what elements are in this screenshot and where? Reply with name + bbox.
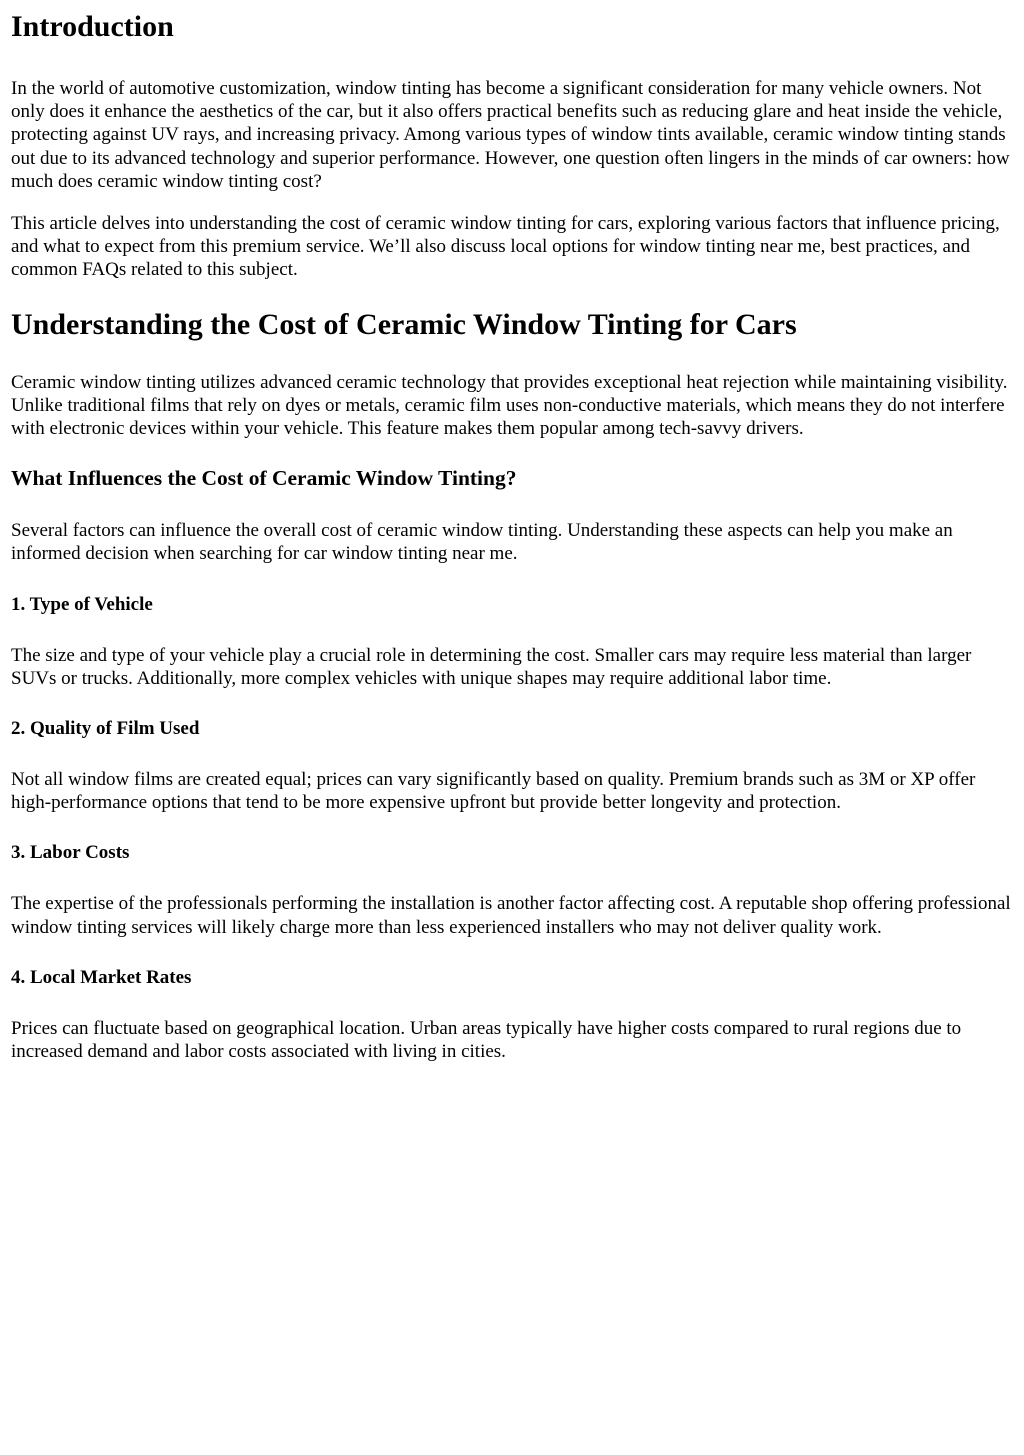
factor-1-text: The size and type of your vehicle play a crucial role in determining the cost. Smaller cars may require less material than larger SUVs or trucks. Additionally, more complex vehicles with unique shapes may require additional labor time.	[11, 644, 972, 689]
factor-3-heading: 3. Labor Costs	[11, 842, 130, 864]
factor-4-heading: 4. Local Market Rates	[11, 966, 192, 988]
factor-3-text: The expertise of the professionals performing the installation is another factor affecting cost. A reputable shop offering professional window tinting services will likely charge more than less experienced installers who may not deliver quality work.	[11, 893, 1011, 938]
factor-2-text: Not all window films are created equal; prices can vary significantly based on quality. Premium brands such as 3M or XP offer high-performance options that tend to be more expensive upfront but provide better longevity and protection.	[11, 769, 976, 814]
factor-4-text: Prices can fluctuate based on geographical location. Urban areas typically have higher costs compared to rural regions due to increased demand and labor costs associated with living in cities.	[11, 1017, 962, 1063]
intro-paragraph-1: In the world of automotive customization, window tinting has become a significant consideration for many vehicle owners. Not only does it enhance the aesthetics of the car, but it also offers practical benefits such as reducing glare and heat inside the vehicle, protecting against UV rays, and increasing privacy. Among various types of window tints available, ceramic window tinting stands out due to its advanced technology and superior performance. However, one question often lingers in the minds of car owners: how much does ceramic window tinting cost?	[11, 78, 1010, 192]
factor-1-heading: 1. Type of Vehicle	[11, 593, 153, 615]
factor-2-heading: 2. Quality of Film Used	[11, 718, 200, 740]
influences-heading: What Influences the Cost of Ceramic Window Tinting?	[11, 466, 517, 491]
article-page	[0, 9, 1024, 1455]
cost-paragraph-1: Ceramic window tinting utilizes advanced ceramic technology that provides exceptional heat rejection while maintaining visibility. Unlike traditional films that rely on dyes or metals, ceramic film uses non-conductive materials, which means they do not interfere with electronic devices within your vehicle. This feature makes them popular among tech-savvy drivers.	[11, 371, 1008, 440]
intro-paragraph-2: This article delves into understanding the cost of ceramic window tinting for cars, exploring various factors that influence pricing, and what to expect from this premium service. We’ll also discuss local options for window tinting near me, best practices, and common FAQs related to this subject.	[11, 213, 1000, 281]
influences-paragraph-1: Several factors can influence the overall cost of ceramic window tinting. Understanding these aspects can help you make an informed decision when searching for car window tinting near me.	[11, 520, 953, 565]
cost-heading: Understanding the Cost of Ceramic Window Tinting for Cars	[11, 307, 797, 341]
intro-heading: Introduction	[11, 10, 174, 43]
